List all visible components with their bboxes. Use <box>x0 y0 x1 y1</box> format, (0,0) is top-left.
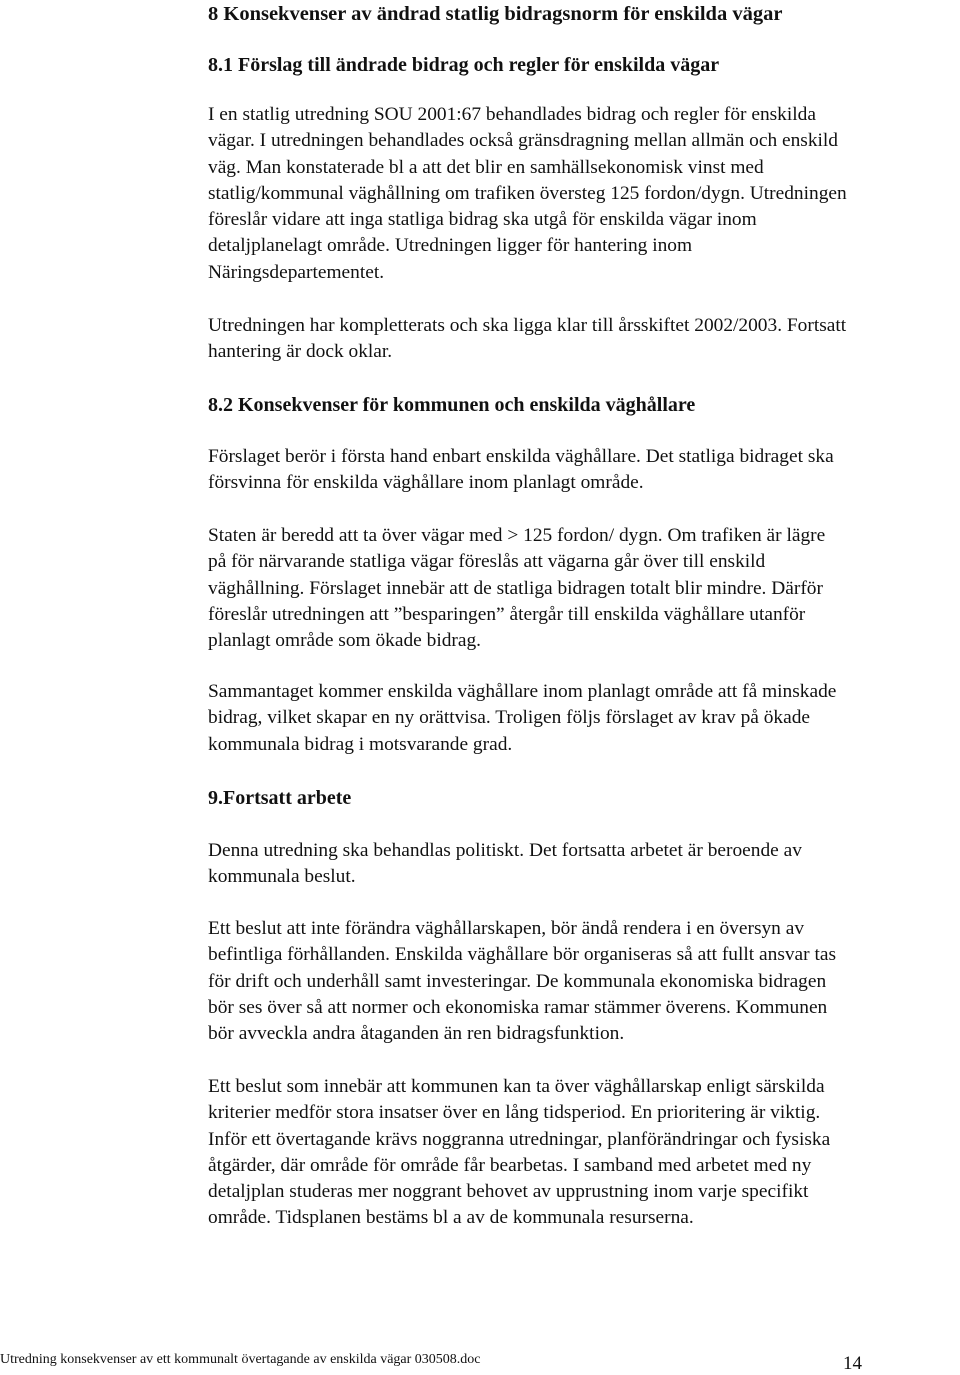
text-line: Ett beslut som innebär att kommunen kan ta över väghållarskap enligt särskilda <box>208 1076 825 1097</box>
text-line: I en statlig utredning SOU 2001:67 behandlades bidrag och regler för enskilda <box>208 104 816 125</box>
heading-section-8: 8 Konsekvenser av ändrad statlig bidragsnorm för enskilda vägar <box>208 3 783 25</box>
text-line: kommunala beslut. <box>208 866 356 888</box>
text-line: kommunala bidrag i motsvarande grad. <box>208 733 513 755</box>
text-line: Förslaget berör i första hand enbart enskilda väghållare. Det statliga bidraget ska <box>208 446 834 467</box>
text-line: föreslår vidare att inga statliga bidrag ska utgå för enskilda vägar inom <box>208 209 757 231</box>
heading-section-8-2: 8.2 Konsekvenser för kommunen och enskilda väghållare <box>208 394 696 416</box>
paragraph-komplettering <box>208 313 960 366</box>
text-line: hantering är dock oklar. <box>208 341 393 363</box>
paragraph-sammantaget <box>208 679 960 758</box>
text-line: bör ses över så att normer och ekonomiska ramar stämmer överens. Kommunen <box>208 996 828 1018</box>
text-line: planlagt område som ökade bidrag. <box>208 630 482 652</box>
text-line: kriterier medför stora insatser över en lång tidsperiod. En prioritering är viktig. <box>208 1102 821 1124</box>
text-line: Ett beslut att inte förändra väghållarskapen, bör ändå rendera i en översyn av <box>208 918 805 939</box>
text-line: vägar. I utredningen behandlades också gränsdragning mellan allmän och enskild <box>208 130 838 152</box>
text-line: Staten är beredd att ta över vägar med > 125 fordon/ dygn. Om trafiken är lägre <box>208 525 826 546</box>
paragraph-politiskt <box>208 838 960 891</box>
text-line: på för närvarande statliga vägar föreslås att vägarna går över till enskild <box>208 551 766 573</box>
text-line: statlig/kommunal väghållning om trafiken översteg 125 fordon/dygn. Utredningen <box>208 182 847 204</box>
text-line: Denna utredning ska behandlas politiskt. Det fortsatta arbetet är beroende av <box>208 840 802 861</box>
text-line: detaljplan studeras mer noggrant behovet av upprustning inom varje specifikt <box>208 1181 809 1203</box>
text-line: befintliga förhållanden. Enskilda väghållare bör organiseras så att fullt ansvar tas <box>208 944 837 966</box>
text-line: bör avveckla andra åtaganden än ren bidragsfunktion. <box>208 1023 625 1045</box>
page-footer: Utredning konsekvenser av ett kommunalt övertagande av enskilda vägar 030508.doc <box>0 1352 481 1367</box>
text-line: Utredningen har kompletterats och ska ligga klar till årsskiftet 2002/2003. Fortsatt <box>208 315 847 336</box>
paragraph-ett-beslut-som-innebar <box>208 1074 960 1232</box>
text-line: bidrag, vilket skapar en ny orättvisa. Troligen följs förslaget av krav på ökade <box>208 707 811 729</box>
heading-section-9: 9.Fortsatt arbete <box>208 787 352 809</box>
text-line: föreslår utredningen att ”besparingen” återgår till enskilda väghållare utanför <box>208 603 806 625</box>
paragraph-sou-2001-67 <box>208 102 960 286</box>
text-line: område. Tidsplanen bestäms bl a av de kommunala resurserna. <box>208 1207 694 1229</box>
text-line: detaljplanelagt område. Utredningen ligger för hantering inom <box>208 235 693 257</box>
text-line: Sammantaget kommer enskilda väghållare inom planlagt område att få minskade <box>208 681 837 702</box>
text-line: väg. Man konstaterade bl a att det blir en samhällsekonomisk vinst med <box>208 156 764 178</box>
paragraph-ett-beslut-att-inte <box>208 916 960 1047</box>
text-line: åtgärder, där område för område får bearbetas. I samband med arbetet med ny <box>208 1154 812 1176</box>
text-line: Näringsdepartementet. <box>208 261 385 283</box>
paragraph-staten-ar-beredd <box>208 523 960 654</box>
heading-section-8-1: 8.1 Förslag till ändrade bidrag och regler för enskilda vägar <box>208 54 720 76</box>
text-line: väghållning. Förslaget innebär att de statliga bidragen totalt blir mindre. Därför <box>208 577 823 599</box>
page-number: 14 <box>843 1353 862 1374</box>
text-line: försvinna för enskilda väghållare inom planlagt område. <box>208 472 644 494</box>
text-line: Inför ett övertagande krävs noggranna utredningar, planförändringar och fysiska <box>208 1128 831 1150</box>
paragraph-forslaget-beror <box>208 444 960 497</box>
text-line: för drift och underhåll samt investeringar. De kommunala ekonomiska bidragen <box>208 970 827 992</box>
